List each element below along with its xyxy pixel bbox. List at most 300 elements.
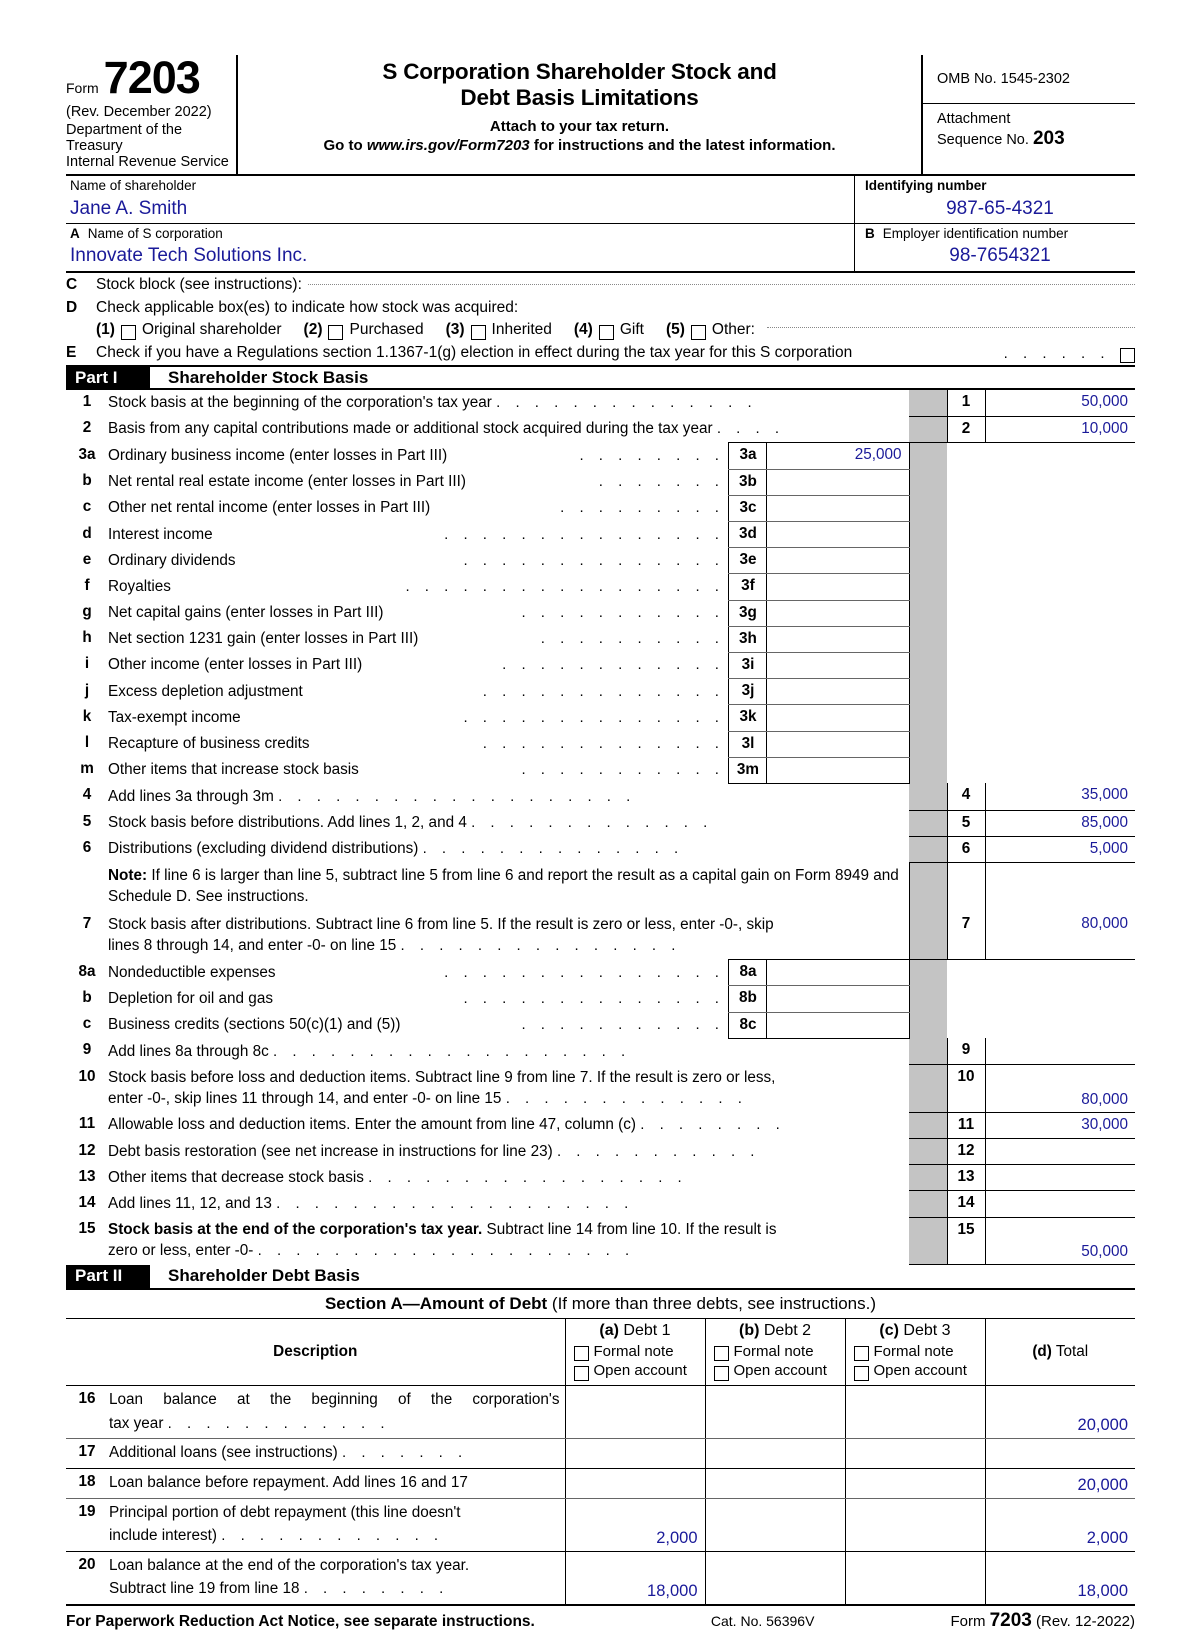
line-3g-number: g [82, 603, 92, 621]
line-19-debt3[interactable] [845, 1498, 985, 1551]
line-8a-value-spacer [985, 960, 1135, 986]
line-8a-box-label: 8a [729, 960, 767, 986]
line-3i-row [66, 652, 1135, 678]
line-8c-desc: Business credits (sections 50(c)(1) and (5)) [108, 1016, 401, 1034]
line-17-debt2[interactable] [705, 1439, 845, 1469]
line-12-leader: . . . . . . . . . . . [556, 1142, 760, 1160]
note-row [66, 862, 1135, 911]
line-3i-value-spacer [985, 652, 1135, 678]
line-1-leader: . . . . . . . . . . . . . . [496, 394, 758, 412]
line-3e-number: e [82, 550, 92, 568]
line-3a-desc: Ordinary business income (enter losses in Part III) [108, 446, 448, 464]
line-3m-box-label: 3m [729, 757, 767, 783]
treasury-line: Department of the Treasury [66, 121, 183, 154]
line-3c-row [66, 495, 1135, 521]
line-3l-box-value[interactable] [767, 731, 909, 757]
line-3k-desc: Tax-exempt income [108, 708, 241, 726]
line-3j-desc: Excess depletion adjustment [108, 682, 303, 700]
form-revision-date: (Rev. December 2022) [66, 103, 212, 120]
line-1-ref: 1 [947, 390, 985, 416]
option-original-shareholder[interactable] [96, 321, 282, 339]
line-8b-row [66, 986, 1135, 1012]
line-20-debt1[interactable]: 18,000 [647, 1582, 698, 1601]
line-18-debt2[interactable] [705, 1468, 845, 1498]
checkbox-debt1-formal-note[interactable] [574, 1346, 589, 1361]
corporation-caption: Name of S corporation [87, 226, 223, 242]
line-15-spacer [909, 1217, 947, 1264]
irs-line: Internal Revenue Service [66, 154, 229, 171]
shareholder-row [66, 176, 1135, 224]
line-8a-box-value[interactable] [767, 960, 909, 986]
identifying-number-caption: Identifying number [865, 178, 987, 194]
line-5-value[interactable]: 85,000 [985, 810, 1135, 836]
line-10-spacer [909, 1065, 947, 1112]
item-d-row [66, 296, 1135, 319]
debt2-open-account-label: Open account [733, 1362, 827, 1380]
line-3f-leader: . . . . . . . . . . . . . . . . . [405, 577, 725, 595]
line-5-number: 5 [82, 813, 92, 831]
line-4-spacer [909, 783, 947, 810]
line-7-desc-1: Stock basis after distributions. Subtract line 6 from line 5. If the result is zero or less, enter -0-, skip [108, 915, 774, 933]
line-10-number: 10 [78, 1067, 96, 1085]
line-3l-value-spacer [985, 731, 1135, 757]
checkbox-original-shareholder[interactable] [121, 325, 136, 340]
item-letter-e: E [66, 344, 77, 362]
line-3c-value-spacer [985, 495, 1135, 521]
line-3j-number: j [84, 681, 90, 699]
option-number-3: (3) [445, 321, 465, 339]
option-number-1: (1) [96, 321, 115, 339]
form-header [66, 52, 1135, 176]
line-3g-row [66, 600, 1135, 626]
checkbox-debt2-formal-note[interactable] [714, 1346, 729, 1361]
line-1-value[interactable]: 50,000 [985, 390, 1135, 416]
line-6-number: 6 [82, 839, 92, 857]
line-15-desc-rest: Subtract line 14 from line 10. If the result is [482, 1221, 777, 1239]
line-15-number: 15 [78, 1220, 96, 1238]
checkbox-other[interactable] [691, 325, 706, 340]
checkbox-regulations-election[interactable] [1120, 348, 1135, 363]
line-7-ref: 7 [947, 912, 985, 960]
line-8b-box-label: 8b [729, 986, 767, 1012]
line-3j-box-value[interactable] [767, 679, 909, 705]
form-title-block [238, 55, 923, 174]
line-10-value[interactable]: 80,000 [985, 1065, 1135, 1112]
line-3f-row [66, 574, 1135, 600]
regulations-election-label: Check if you have a Regulations section 1.1367-1(g) election in effect during the tax year for this S corporation [96, 344, 853, 362]
line-11-ref: 11 [947, 1112, 985, 1138]
line-8a-number: 8a [78, 962, 96, 980]
line-14-leader: . . . . . . . . . . . . . . . . . . . [276, 1194, 634, 1212]
line-3k-value-spacer [985, 705, 1135, 731]
checkbox-purchased[interactable] [328, 325, 343, 340]
line-7-leader: . . . . . . . . . . . . . . . [400, 937, 681, 955]
line-5-row [66, 810, 1135, 836]
debt2-letter: (b) [738, 1321, 760, 1339]
line-8c-ref-spacer [947, 1012, 985, 1038]
line-20-debt2[interactable] [705, 1551, 845, 1604]
line-3e-leader: . . . . . . . . . . . . . . [463, 551, 725, 569]
line-3e-row [66, 548, 1135, 574]
line-14-number: 14 [78, 1193, 96, 1211]
line-3d-box-label: 3d [729, 522, 767, 548]
note-spacer [66, 862, 108, 911]
line-6-desc: Distributions (excluding dividend distributions) [108, 840, 419, 858]
option-label-original-shareholder: Original shareholder [141, 321, 282, 339]
line-2-ref: 2 [947, 416, 985, 443]
line-10-ref: 10 [947, 1065, 985, 1112]
line-3j-row [66, 679, 1135, 705]
item-letter-b: B [865, 226, 875, 242]
line-17-total[interactable] [985, 1439, 1135, 1469]
section-a-heading [66, 1290, 1135, 1319]
checkbox-debt1-open-account[interactable] [574, 1366, 589, 1381]
stock-acquired-label: Check applicable box(es) to indicate how stock was acquired: [96, 299, 519, 317]
item-letter-a: A [70, 226, 80, 242]
line-3g-value-spacer [985, 600, 1135, 626]
line-4-desc: Add lines 3a through 3m [108, 787, 274, 805]
line-3f-box-label: 3f [729, 574, 767, 600]
identifying-number-value[interactable]: 987-65-4321 [946, 197, 1054, 219]
line-3f-shaded [909, 574, 947, 600]
line-3a-ref-spacer [947, 443, 985, 469]
line-9-ref: 9 [947, 1038, 985, 1065]
line-11-number: 11 [78, 1115, 96, 1133]
line-3e-ref-spacer [947, 548, 985, 574]
line-3h-box-value[interactable] [767, 626, 909, 652]
line-16-desc-1: Loan balance at the beginning of the corporation's [109, 1390, 560, 1408]
line-18-desc-cell [108, 1468, 565, 1498]
note-text: If line 6 is larger than line 5, subtract line 5 from line 6 and report the result as a capital gain on Form 8949 and Schedule D. See instructions. [108, 867, 899, 905]
line-3m-box-value[interactable] [767, 757, 909, 783]
line-8a-shaded [909, 960, 947, 986]
line-3e-box-value[interactable] [767, 548, 909, 574]
option-gift[interactable] [574, 321, 644, 339]
line-5-leader: . . . . . . . . . . . . . [471, 814, 713, 832]
line-3c-number: c [82, 498, 92, 516]
debt2-label: Debt 2 [759, 1321, 812, 1339]
line-6-spacer [909, 836, 947, 862]
line-3m-desc: Other items that increase stock basis [108, 761, 359, 779]
line-16-debt3[interactable] [845, 1385, 985, 1438]
line-15-desc-bold: Stock basis at the end of the corporation's tax year. [108, 1221, 483, 1239]
line-10-desc-2: enter -0-, skip lines 11 through 14, and enter -0- on line 15 [108, 1090, 502, 1108]
line-3c-ref-spacer [947, 495, 985, 521]
line-3i-ref-spacer [947, 652, 985, 678]
line-13-value[interactable] [985, 1165, 1135, 1191]
line-1-spacer [909, 390, 947, 416]
line-12-number: 12 [78, 1141, 96, 1159]
stock-block-input[interactable] [308, 284, 1135, 285]
line-3a-box-value[interactable]: 25,000 [767, 443, 909, 469]
line-3f-number: f [84, 576, 90, 594]
option-number-2: (2) [303, 321, 323, 339]
line-3a-number: 3a [78, 445, 96, 463]
line-3d-value-spacer [985, 522, 1135, 548]
line-3b-number: b [82, 472, 92, 490]
line-2-leader: . . . . [716, 420, 785, 438]
line-3h-number: h [82, 629, 92, 647]
line-2-value[interactable]: 10,000 [985, 416, 1135, 443]
line-8b-box-value[interactable] [767, 986, 909, 1012]
debt3-open-account-option[interactable] [851, 1361, 980, 1381]
line-19-desc-cell [108, 1498, 565, 1551]
footer-form-number: 7203 [989, 1610, 1032, 1632]
corporation-name-cell[interactable] [66, 224, 855, 271]
form-title-line1: S Corporation Shareholder Stock and [382, 59, 777, 84]
footer-form-word: Form [950, 1613, 990, 1631]
line-19-debt1[interactable]: 2,000 [565, 1498, 705, 1551]
option-inherited[interactable] [446, 321, 552, 339]
line-17-debt3[interactable] [845, 1439, 985, 1469]
line-3e-box-label: 3e [729, 548, 767, 574]
line-3l-shaded [909, 731, 947, 757]
line-3a-value-spacer [985, 443, 1135, 469]
line-3e-desc: Ordinary dividends [108, 551, 236, 569]
option-purchased[interactable] [304, 321, 424, 339]
line-3b-leader: . . . . . . . [598, 473, 725, 491]
line-13-leader: . . . . . . . . . . . . . . . . . [368, 1168, 688, 1186]
line-3k-row [66, 705, 1135, 731]
line-3g-ref-spacer [947, 600, 985, 626]
line-3f-value-spacer [985, 574, 1135, 600]
line-2-desc: Basis from any capital contributions made or additional stock acquired during the tax year [108, 420, 713, 438]
debt1-open-account-option[interactable] [571, 1361, 700, 1381]
section-a-title: Section A—Amount of Debt [324, 1293, 548, 1313]
line-4-number: 4 [82, 786, 92, 804]
line-3f-desc: Royalties [108, 577, 171, 595]
debt2-formal-note-label: Formal note [733, 1342, 814, 1360]
line-18-desc-1: Loan balance before repayment. Add lines 16 and 17 [109, 1473, 468, 1491]
section-a-note: (If more than three debts, see instructions.) [547, 1293, 877, 1313]
line-3c-box-value[interactable] [767, 495, 909, 521]
line-14-desc: Add lines 11, 12, and 13 [108, 1194, 272, 1212]
option-label-inherited: Inherited [491, 321, 552, 339]
debt1-letter: (a) [599, 1321, 619, 1339]
line-3a-row [66, 443, 1135, 469]
line-3i-box-value[interactable] [767, 652, 909, 678]
line-15-desc-2: zero or less, enter -0- [108, 1242, 254, 1260]
line-3a-box-label: 3a [729, 443, 767, 469]
line-16-desc-2: tax year [109, 1414, 164, 1432]
line-19-row [66, 1498, 1135, 1551]
line-7-row [66, 912, 1135, 960]
line-12-ref: 12 [947, 1139, 985, 1165]
option-number-4: (4) [573, 321, 593, 339]
line-12-spacer [909, 1139, 947, 1165]
line-19-leader: . . . . . . . . . . . . [221, 1527, 444, 1545]
total-label: Total [1051, 1342, 1089, 1360]
form-7203 [66, 52, 1135, 1632]
line-3m-value-spacer [985, 757, 1135, 783]
line-4-value[interactable]: 35,000 [985, 783, 1135, 810]
attachment-label: Attachment [937, 111, 1011, 127]
line-3m-number: m [80, 760, 94, 778]
line-3b-row [66, 469, 1135, 495]
line-4-leader: . . . . . . . . . . . . . . . . . . . [278, 787, 636, 805]
debt2-open-account-option[interactable] [711, 1361, 840, 1381]
line-3k-box-label: 3k [729, 705, 767, 731]
line-3c-leader: . . . . . . . . . [560, 499, 725, 517]
line-20-row [66, 1551, 1135, 1604]
debt1-open-account-label: Open account [593, 1362, 687, 1380]
line-15-value[interactable]: 50,000 [985, 1217, 1135, 1264]
debt3-label: Debt 3 [898, 1321, 951, 1339]
line-1-number: 1 [82, 393, 92, 411]
line-2-number: 2 [82, 419, 92, 437]
total-letter: (d) [1032, 1342, 1052, 1360]
line-3g-box-value[interactable] [767, 600, 909, 626]
line-3d-leader: . . . . . . . . . . . . . . . [444, 525, 725, 543]
line-20-debt3[interactable] [845, 1551, 985, 1604]
attach-instruction: Attach to your tax return. [489, 117, 670, 135]
line-8b-value-spacer [985, 986, 1135, 1012]
checkbox-debt3-formal-note[interactable] [854, 1346, 869, 1361]
line-3l-leader: . . . . . . . . . . . . . [482, 735, 725, 753]
line-8c-value-spacer [985, 1012, 1135, 1038]
line-6-value[interactable]: 5,000 [985, 836, 1135, 862]
debt2-formal-note-option[interactable] [711, 1342, 840, 1362]
line-14-ref: 14 [947, 1191, 985, 1217]
line-18-row [66, 1468, 1135, 1498]
line-3l-box-label: 3l [729, 731, 767, 757]
line-1-row [66, 390, 1135, 416]
line-16-debt1[interactable] [565, 1385, 705, 1438]
line-6-row [66, 836, 1135, 862]
item-e-row [66, 342, 1135, 365]
checkbox-gift[interactable] [599, 325, 614, 340]
line-5-ref: 5 [947, 810, 985, 836]
line-19-debt2[interactable] [705, 1498, 845, 1551]
line-3l-ref-spacer [947, 731, 985, 757]
option-label-other: Other: [711, 321, 755, 339]
line-3d-box-value[interactable] [767, 522, 909, 548]
line-3g-leader: . . . . . . . . . . . [521, 604, 725, 622]
part-2-title: Shareholder Debt Basis [168, 1266, 360, 1286]
part-1-tag: Part I [66, 367, 150, 388]
line-14-row [66, 1191, 1135, 1217]
debt1-formal-note-option[interactable] [571, 1342, 700, 1362]
line-19-total[interactable]: 2,000 [985, 1498, 1135, 1551]
line-3l-number: l [84, 734, 90, 752]
line-3f-ref-spacer [947, 574, 985, 600]
line-20-total[interactable]: 18,000 [1077, 1582, 1128, 1601]
line-17-number: 17 [66, 1439, 108, 1469]
note-ref-spacer [947, 862, 985, 911]
line-3b-box-value[interactable] [767, 469, 909, 495]
line-3i-number: i [84, 655, 90, 673]
line-9-spacer [909, 1038, 947, 1065]
line-3k-box-value[interactable] [767, 705, 909, 731]
line-15-ref: 15 [947, 1217, 985, 1264]
line-16-total[interactable]: 20,000 [985, 1385, 1135, 1438]
line-3c-shaded [909, 495, 947, 521]
item-c-row [66, 273, 1135, 296]
line-19-desc-2: include interest) [109, 1527, 217, 1545]
corporation-name-value[interactable]: Innovate Tech Solutions Inc. [70, 245, 308, 267]
ein-value[interactable]: 98-7654321 [949, 245, 1051, 267]
line-14-value[interactable] [985, 1191, 1135, 1217]
note-value-spacer [985, 862, 1135, 911]
checkbox-debt2-open-account[interactable] [714, 1366, 729, 1381]
note-label: Note: [108, 867, 148, 885]
checkbox-debt3-open-account[interactable] [854, 1366, 869, 1381]
line-5-spacer [909, 810, 947, 836]
line-13-spacer [909, 1165, 947, 1191]
line-3i-shaded [909, 652, 947, 678]
stock-block-label: Stock block (see instructions): [96, 276, 302, 294]
debt-table-header-row [66, 1319, 1135, 1386]
line-7-value[interactable]: 80,000 [985, 912, 1135, 960]
line-3f-box-value[interactable] [767, 574, 909, 600]
line-10-leader: . . . . . . . . . . . . . [505, 1090, 748, 1108]
line-3e-value-spacer [985, 548, 1135, 574]
line-3b-shaded [909, 469, 947, 495]
line-18-debt1[interactable] [565, 1468, 705, 1498]
ein-cell[interactable] [855, 224, 1135, 271]
other-text-input[interactable] [767, 327, 1135, 328]
option-other[interactable] [666, 321, 1135, 339]
line-8c-box-value[interactable] [767, 1012, 909, 1038]
sequence-label: Sequence No. [937, 131, 1029, 148]
line-16-row [66, 1385, 1135, 1438]
line-2-spacer [909, 416, 947, 443]
item-e-leader: . . . . . . [1003, 344, 1110, 362]
line-3m-ref-spacer [947, 757, 985, 783]
debt3-formal-note-option[interactable] [851, 1342, 980, 1362]
line-13-ref: 13 [947, 1165, 985, 1191]
identifying-number-cell[interactable] [855, 176, 1135, 223]
line-17-debt1[interactable] [565, 1439, 705, 1469]
line-13-row [66, 1165, 1135, 1191]
line-18-debt3[interactable] [845, 1468, 985, 1498]
part-2-band [66, 1265, 1135, 1290]
line-3i-leader: . . . . . . . . . . . . [502, 656, 725, 674]
line-19-number: 19 [66, 1498, 108, 1551]
line-3d-row [66, 522, 1135, 548]
item-letter-d: D [66, 299, 78, 317]
line-16-debt2[interactable] [705, 1385, 845, 1438]
line-3c-box-label: 3c [729, 495, 767, 521]
line-9-value[interactable] [985, 1038, 1135, 1065]
line-18-number: 18 [66, 1468, 108, 1498]
line-9-row [66, 1038, 1135, 1065]
irs-url[interactable]: www.irs.gov/Form7203 [366, 136, 530, 154]
shareholder-name-cell[interactable] [66, 176, 855, 223]
line-8b-desc: Depletion for oil and gas [108, 989, 273, 1007]
line-8a-leader: . . . . . . . . . . . . . . . [444, 963, 725, 981]
line-17-row [66, 1439, 1135, 1469]
line-7-desc-2: lines 8 through 14, and enter -0- on line 15 [108, 937, 397, 955]
line-18-total[interactable]: 20,000 [985, 1468, 1135, 1498]
form-identity-block [66, 52, 238, 174]
line-3h-row [66, 626, 1135, 652]
line-8c-row [66, 1012, 1135, 1038]
shareholder-name-value[interactable]: Jane A. Smith [70, 197, 188, 219]
line-8c-shaded [909, 1012, 947, 1038]
shareholder-caption: Name of shareholder [70, 178, 197, 194]
line-11-row [66, 1112, 1135, 1138]
goto-prefix: Go to [323, 136, 367, 154]
items-cde [66, 273, 1135, 365]
line-11-value[interactable]: 30,000 [985, 1112, 1135, 1138]
line-8a-ref-spacer [947, 960, 985, 986]
checkbox-inherited[interactable] [471, 325, 486, 340]
line-17-desc-cell [108, 1439, 565, 1469]
line-12-value[interactable] [985, 1139, 1135, 1165]
line-3b-value-spacer [985, 469, 1135, 495]
line-20-desc-cell [108, 1551, 565, 1604]
